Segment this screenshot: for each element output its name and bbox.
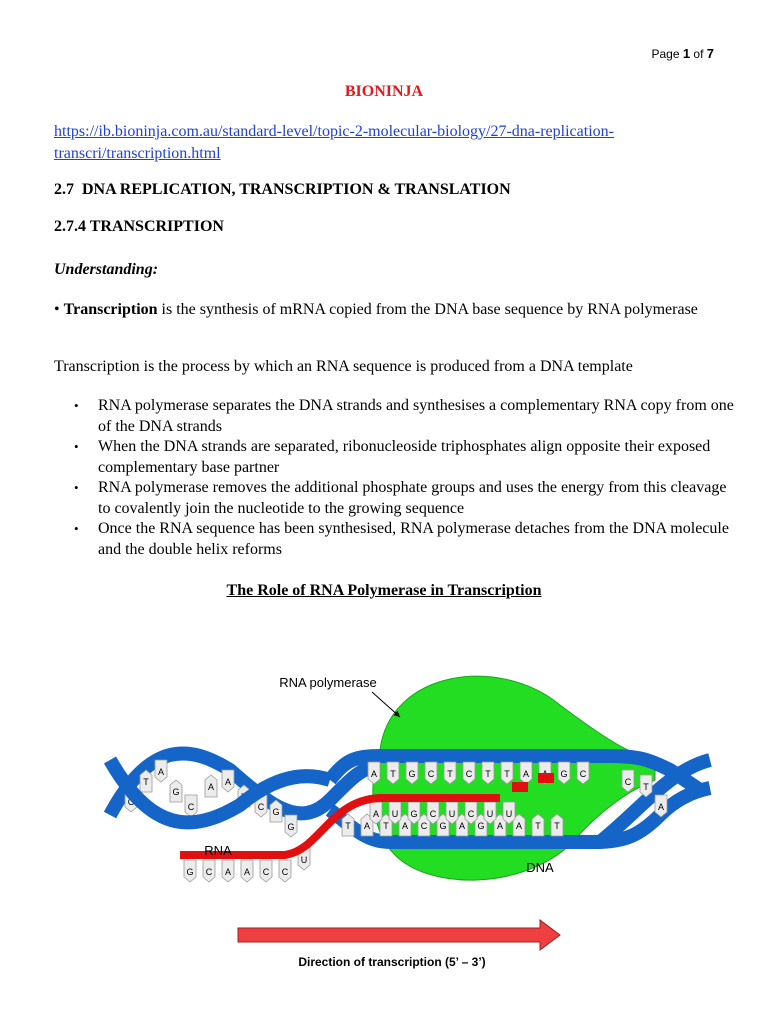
page-number: Page 1 of 7 xyxy=(651,46,714,61)
svg-text:G: G xyxy=(287,822,295,832)
svg-text:A: A xyxy=(458,821,466,831)
svg-text:C: C xyxy=(187,802,195,812)
svg-text:T: T xyxy=(504,769,510,779)
svg-text:T: T xyxy=(447,769,453,779)
svg-text:A: A xyxy=(207,782,215,792)
rna-base-tile xyxy=(427,802,439,824)
svg-text:C: C xyxy=(281,867,289,877)
svg-text:G: G xyxy=(560,769,568,779)
svg-text:C: C xyxy=(257,802,265,812)
rna-base-tile xyxy=(408,802,420,824)
svg-text:A: A xyxy=(522,769,530,779)
svg-text:A: A xyxy=(657,802,665,812)
rna-base-tile xyxy=(465,802,477,824)
polymerase-pointer xyxy=(372,692,400,717)
rna-base-tile xyxy=(279,860,291,882)
svg-text:G: G xyxy=(408,769,416,779)
definition-paragraph: Transcription is the process by which an RNA sequence is produced from a DNA template xyxy=(54,358,633,375)
svg-text:A: A xyxy=(224,777,232,787)
rna-polymerase-label: RNA polymerase xyxy=(279,675,377,690)
svg-text:C: C xyxy=(624,777,632,787)
list-item: • RNA polymerase separates the DNA strands and synthesises a complementary RNA copy from one of the DNA strands xyxy=(54,396,734,437)
svg-text:T: T xyxy=(535,821,541,831)
subsection-heading: 2.7.4 TRANSCRIPTION xyxy=(54,218,224,235)
figure-title: The Role of RNA Polymerase in Transcription xyxy=(226,582,542,599)
svg-text:T: T xyxy=(643,782,649,792)
svg-text:C: C xyxy=(467,809,475,819)
svg-text:A: A xyxy=(243,867,251,877)
svg-text:G: G xyxy=(410,809,418,819)
helix-base-tile xyxy=(285,815,297,837)
coding-base-tile xyxy=(406,762,418,784)
rna-base-tile xyxy=(184,860,196,882)
svg-text:C: C xyxy=(465,769,473,779)
helix-base-tile xyxy=(140,770,152,792)
svg-text:A: A xyxy=(515,821,523,831)
dna-label: DNA xyxy=(526,860,554,875)
svg-text:U: U xyxy=(505,809,513,819)
section-heading: 2.7 DNA REPLICATION, TRANSCRIPTION & TRANSLATION xyxy=(54,181,511,198)
source-link[interactable]: https://ib.bioninja.com.au/standard-level/topic-2-molecular-biology/27-dna-replication-transcri/transcription.html xyxy=(54,123,614,162)
svg-text:A: A xyxy=(363,821,371,831)
coding-base-tile xyxy=(577,762,589,784)
transcription-diagram xyxy=(0,610,768,970)
svg-text:T: T xyxy=(485,769,491,779)
helix-base-tile xyxy=(622,770,634,792)
svg-text:G: G xyxy=(272,807,280,817)
helix-base-tile xyxy=(205,775,217,797)
coding-base-tile xyxy=(501,762,513,784)
rna-base-tile xyxy=(222,860,234,882)
svg-text:U: U xyxy=(300,855,308,865)
svg-text:A: A xyxy=(224,867,232,877)
direction-arrow xyxy=(238,920,560,950)
template-base-tile xyxy=(551,814,563,836)
svg-text:C: C xyxy=(579,769,587,779)
coding-base-tile xyxy=(387,762,399,784)
bullet-list xyxy=(54,396,734,560)
svg-text:G: G xyxy=(439,821,447,831)
svg-text:G: G xyxy=(172,787,180,797)
coding-base-tile xyxy=(482,762,494,784)
rna-base-tile xyxy=(484,802,496,824)
helix-base-tile xyxy=(155,760,167,782)
svg-text:A: A xyxy=(370,769,378,779)
coding-base-tile xyxy=(368,762,380,784)
svg-text:T: T xyxy=(143,777,149,787)
rna-base-tile xyxy=(446,802,458,824)
svg-text:U: U xyxy=(448,809,456,819)
svg-text:A: A xyxy=(496,821,504,831)
svg-text:U: U xyxy=(486,809,494,819)
coding-base-tile xyxy=(463,762,475,784)
incoming-nucleotide xyxy=(512,782,528,792)
svg-text:G: G xyxy=(477,821,485,831)
rna-base-tile xyxy=(370,802,382,824)
template-base-tile xyxy=(342,814,354,836)
incoming-nucleotide xyxy=(538,773,554,783)
coding-base-tile xyxy=(425,762,437,784)
rna-label: RNA xyxy=(204,843,232,858)
rna-base-tile xyxy=(260,860,272,882)
svg-text:C: C xyxy=(420,821,428,831)
helix-base-tile xyxy=(222,770,234,792)
helix-base-tile xyxy=(185,795,197,817)
svg-text:U: U xyxy=(391,809,399,819)
svg-text:G: G xyxy=(186,867,194,877)
svg-text:C: C xyxy=(429,809,437,819)
list-item: • Once the RNA sequence has been synthesised, RNA polymerase detaches from the DNA molecule and the double helix reforms xyxy=(54,519,734,560)
svg-text:C: C xyxy=(427,769,435,779)
svg-text:T: T xyxy=(554,821,560,831)
rna-base-tile xyxy=(503,802,515,824)
direction-caption: Direction of transcription (5’ – 3’) xyxy=(298,955,486,969)
understanding-label: Understanding: xyxy=(54,261,159,278)
svg-text:C: C xyxy=(127,797,135,807)
svg-text:T: T xyxy=(383,821,389,831)
svg-text:A: A xyxy=(401,821,409,831)
rna-base-tile xyxy=(389,802,401,824)
helix-base-tile xyxy=(170,780,182,802)
template-base-tile xyxy=(532,814,544,836)
svg-text:A: A xyxy=(157,767,165,777)
coding-base-tile xyxy=(558,762,570,784)
coding-base-tile xyxy=(444,762,456,784)
rna-base-tile xyxy=(241,860,253,882)
helix-base-tile xyxy=(640,775,652,797)
site-title: BIONINJA xyxy=(344,83,424,100)
svg-text:T: T xyxy=(390,769,396,779)
coding-base-tile xyxy=(520,762,532,784)
intro-paragraph: • Transcription is the synthesis of mRNA copied from the DNA base sequence by RNA polymerase xyxy=(54,301,698,318)
svg-text:C: C xyxy=(205,867,213,877)
list-item: • When the DNA strands are separated, ribonucleoside triphosphates align opposite their exposed complementary base partner xyxy=(54,437,734,478)
helix-base-tile xyxy=(655,795,667,817)
helix-base-tile xyxy=(270,800,282,822)
svg-text:A: A xyxy=(372,809,380,819)
list-item: • RNA polymerase removes the additional phosphate groups and uses the energy from this cleavage to covalently join the nucleotide to the growing sequence xyxy=(54,478,734,519)
svg-text:C: C xyxy=(262,867,270,877)
svg-text:T: T xyxy=(241,792,247,802)
rna-base-tile xyxy=(203,860,215,882)
svg-text:T: T xyxy=(345,821,351,831)
